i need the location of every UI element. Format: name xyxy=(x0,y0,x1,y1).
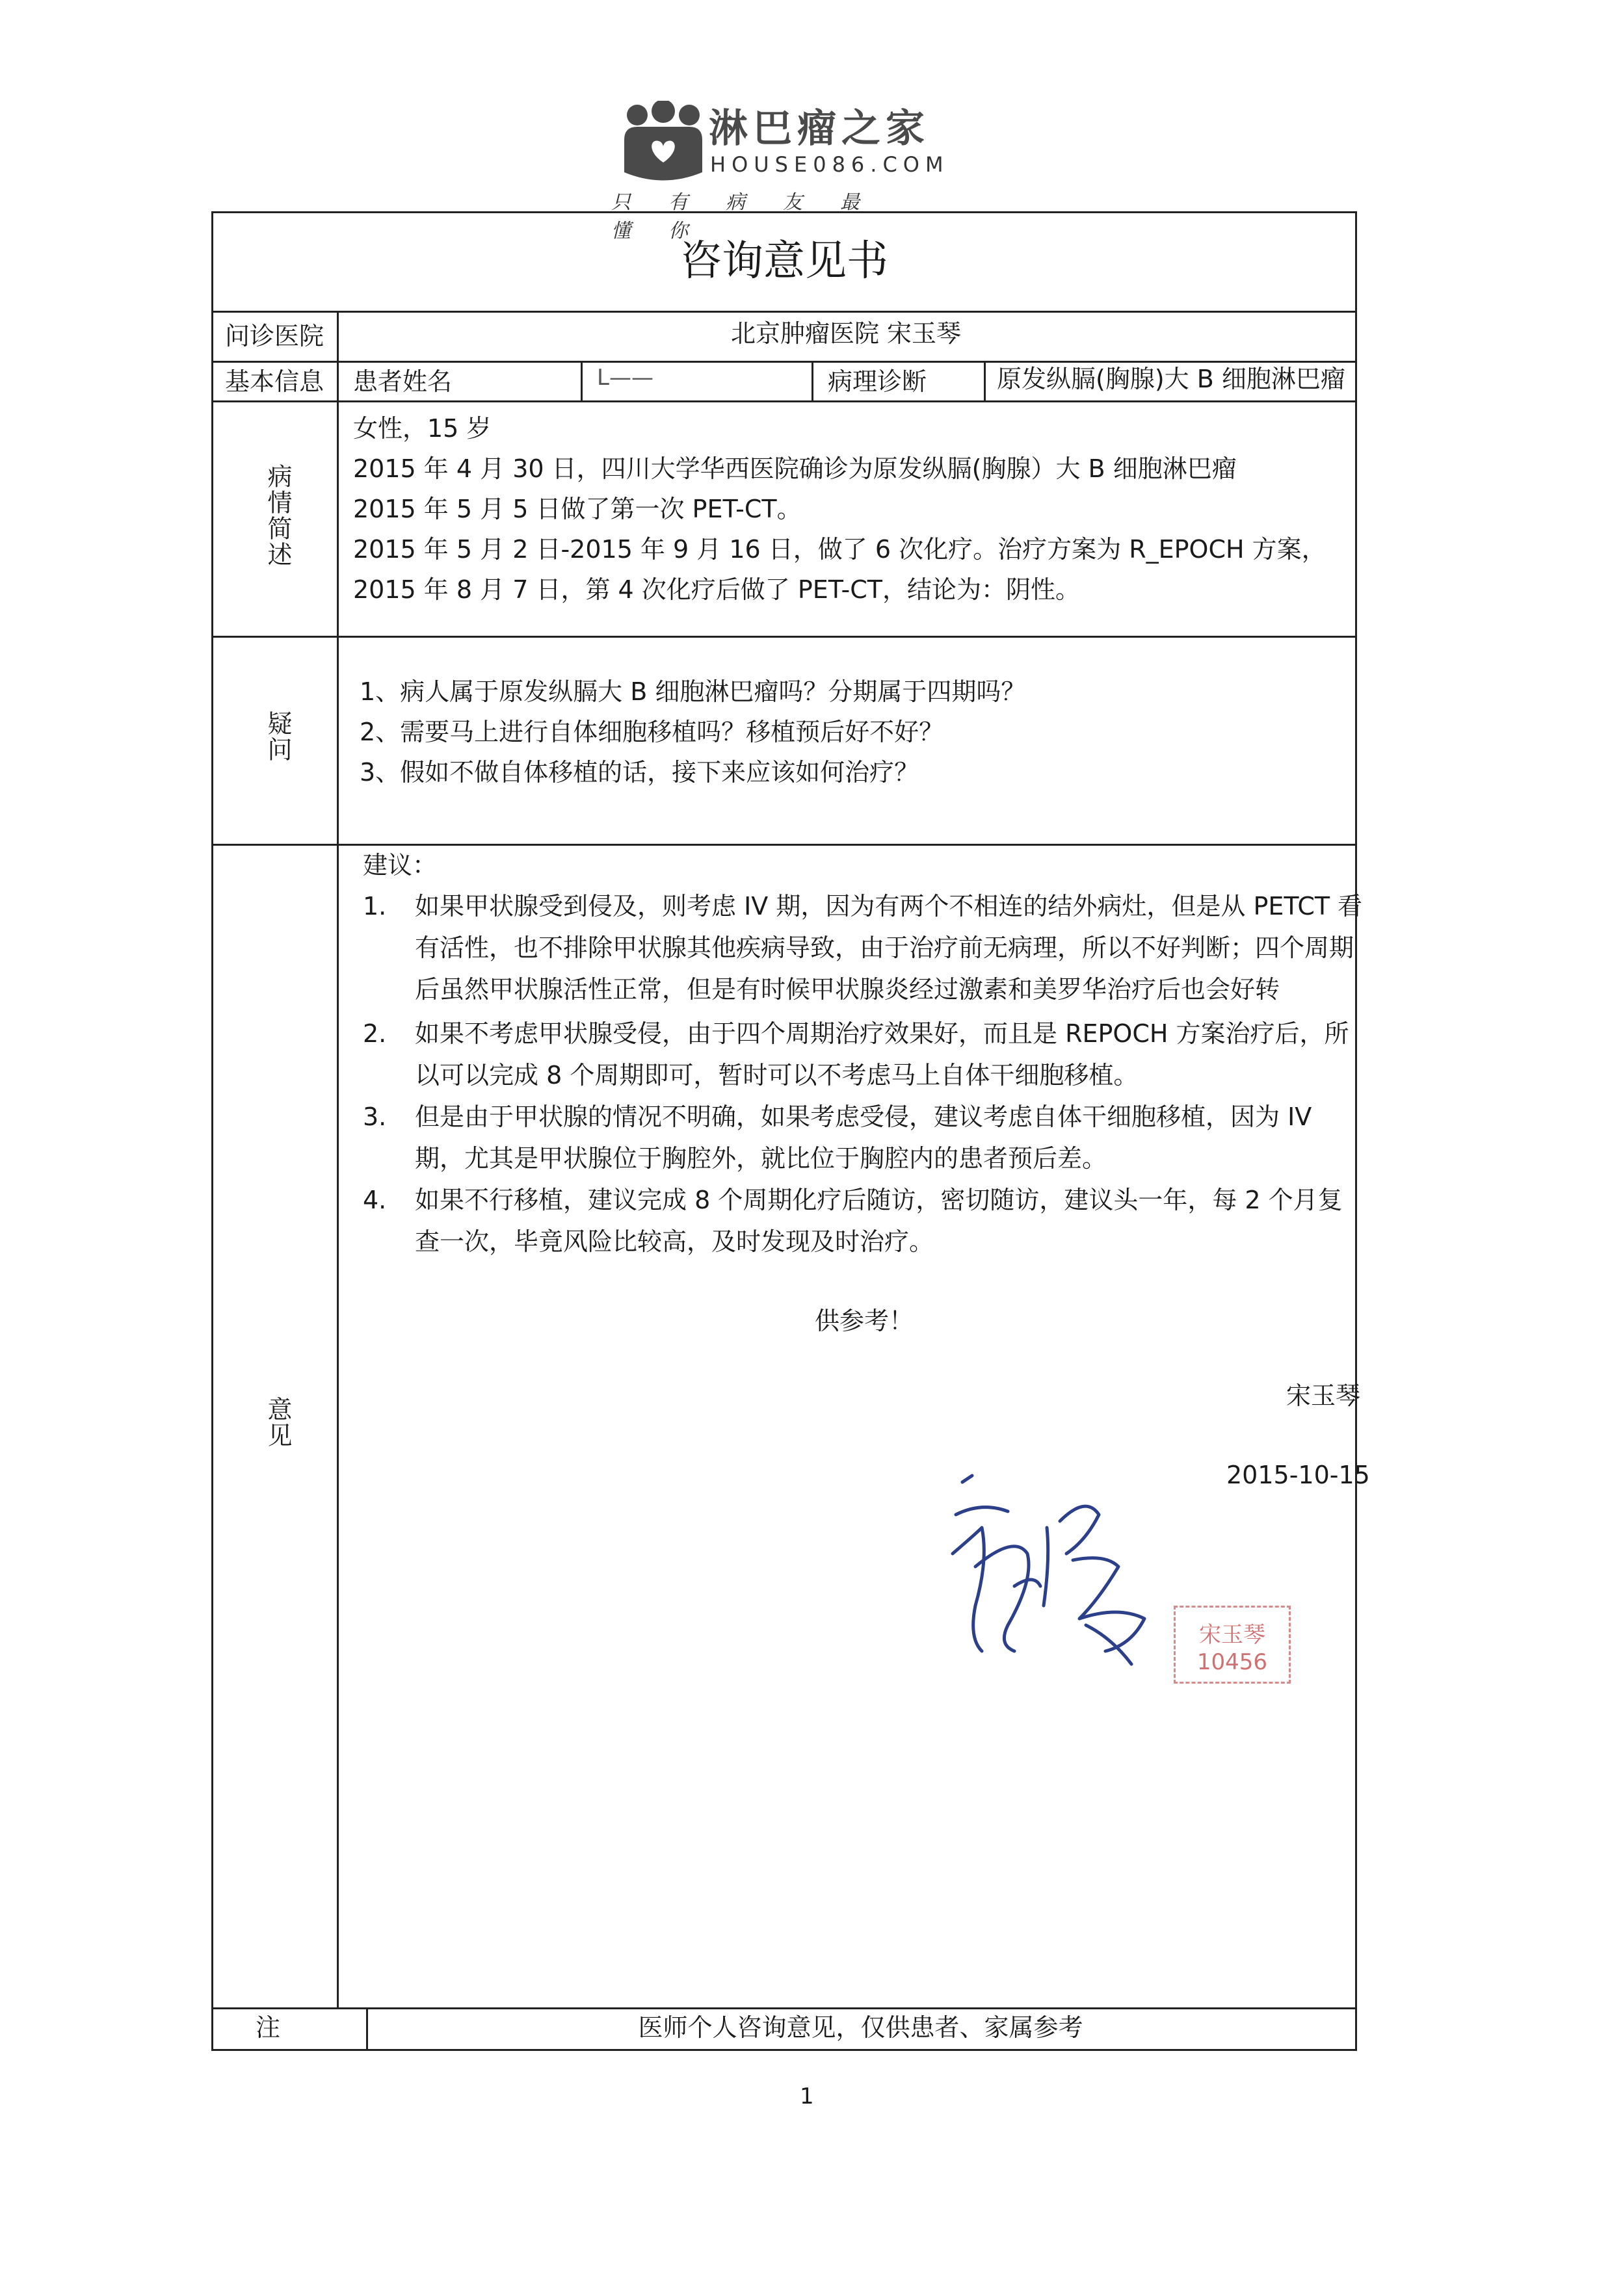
note-value: 医师个人咨询意见，仅供患者、家属参考 xyxy=(638,2013,1083,2042)
doctor-seal-stamp xyxy=(1174,1606,1291,1684)
opinion-item-number: 2. xyxy=(363,1019,387,1048)
opinion-item xyxy=(363,1179,1364,1264)
history-text xyxy=(353,408,1328,610)
history-line: 2015 年 4 月 30 日，四川大学华西医院确诊为原发纵膈(胸腺）大 B 细胞淋巴瘤 xyxy=(353,454,1237,483)
patient-name-value: L—— xyxy=(597,365,653,391)
opinion-item-number: 3. xyxy=(363,1102,387,1131)
logo xyxy=(611,98,1014,242)
history-label: 病情简述 xyxy=(263,463,292,567)
hospital-label: 问诊医院 xyxy=(225,322,324,350)
patient-name-label: 患者姓名 xyxy=(353,367,453,396)
page-number: 1 xyxy=(800,2083,814,2109)
doctor-name: 宋玉琴 xyxy=(1286,1381,1361,1410)
opinion-item xyxy=(363,1096,1364,1181)
opinion-item-text: 如果不考虑甲状腺受侵，由于四个周期治疗效果好，而且是 REPOCH 方案治疗后，所以可以完成 8 个周期即可，暂时可以不考虑马上自体干细胞移植。 xyxy=(415,1019,1349,1089)
question-item: 2、需要马上进行自体细胞移植吗？移植预后好不好？ xyxy=(360,718,944,746)
question-item: 1、病人属于原发纵膈大 B 细胞淋巴瘤吗？分期属于四期吗？ xyxy=(360,677,1026,706)
logo-title: 淋巴瘤之家 xyxy=(709,106,930,151)
consultation-form xyxy=(211,211,1370,2051)
history-line: 2015 年 8 月 7 日，第 4 次化疗后做了 PET-CT，结论为：阴性。 xyxy=(353,575,1080,604)
opinion-item xyxy=(363,885,1364,1015)
document-title: 咨询意见书 xyxy=(680,237,888,285)
opinion-item-text: 但是由于甲状腺的情况不明确，如果考虑受侵，建议考虑自体干细胞移植，因为 IV 期，尤其是甲状腺位于胸腔外，就比位于胸腔内的患者预后差。 xyxy=(415,1102,1312,1173)
signature-date: 2015-10-15 xyxy=(1226,1461,1370,1489)
history-line: 2015 年 5 月 5 日做了第一次 PET-CT。 xyxy=(353,495,802,523)
stamp-number: 10456 xyxy=(1196,1649,1268,1675)
stamp-name: 宋玉琴 xyxy=(1199,1622,1265,1648)
opinion-label: 意见 xyxy=(263,1396,292,1448)
people-heart-icon xyxy=(621,101,706,182)
opinion-item-text: 如果甲状腺受到侵及，则考虑 IV 期，因为有两个不相连的结外病灶，但是从 PETCT 看有活性，也不排除甲状腺其他疾病导致，由于治疗前无病理，所以不好判断；四个周期后虽然甲状腺活性正常，但是有时候甲状腺炎经过激素和美罗华治疗后也会好转 xyxy=(415,892,1363,1004)
history-line: 女性，15 岁 xyxy=(353,414,492,443)
questions-list xyxy=(360,672,1335,792)
basic-info-label: 基本信息 xyxy=(225,367,324,396)
opinion-item-text: 如果不行移植，建议完成 8 个周期化疗后随访，密切随访，建议头一年，每 2 个月复查一次，毕竟风险比较高，及时发现及时治疗。 xyxy=(415,1186,1343,1256)
logo-slogan: 只有病友最懂你 xyxy=(611,191,897,242)
history-line: 2015 年 5 月 2 日-2015 年 9 月 16 日，做了 6 次化疗。治疗方案为 R_EPOCH 方案， xyxy=(353,535,1326,564)
opinion-item-number: 1. xyxy=(363,892,387,920)
hospital-value: 北京肿瘤医院 宋玉琴 xyxy=(730,319,962,348)
question-item: 3、假如不做自体移植的话，接下来应该如何治疗？ xyxy=(360,758,919,787)
closing-text: 供参考！ xyxy=(815,1307,914,1335)
opinion-heading: 建议： xyxy=(363,851,438,880)
opinion-item-number: 4. xyxy=(363,1186,387,1214)
opinion-item xyxy=(363,1013,1364,1097)
pathology-label: 病理诊断 xyxy=(828,367,927,396)
handwritten-signature xyxy=(936,1456,1170,1677)
questions-label: 疑问 xyxy=(263,711,292,763)
logo-url: HOUSE086.COM xyxy=(710,152,949,177)
note-label: 注 xyxy=(256,2013,281,2042)
pathology-value: 原发纵膈(胸腺)大 B 细胞淋巴瘤 xyxy=(997,365,1345,393)
